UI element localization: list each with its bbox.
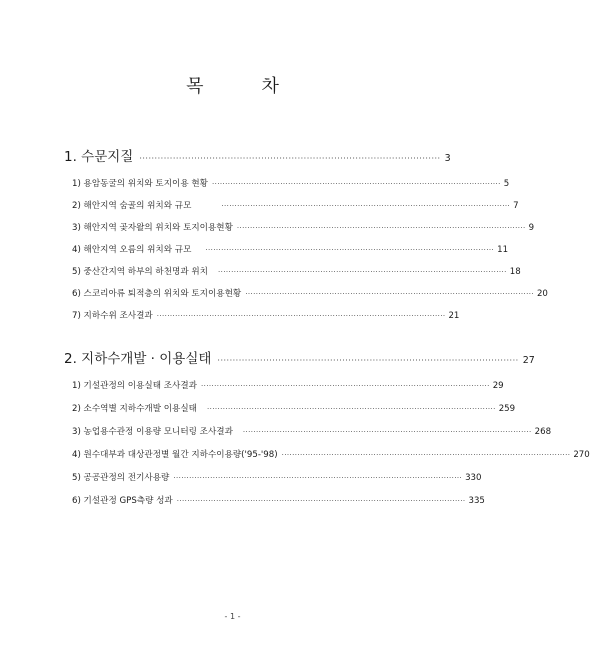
section-label: 1. 수문지질: [64, 149, 134, 165]
dot-leader: ··············································································································: [173, 474, 463, 482]
entry-page-number: 330: [465, 473, 482, 483]
entry-page-number: 5: [503, 179, 510, 189]
entry-label: 7) 지하수위 조사결과: [72, 311, 153, 321]
entry-page-number: 270: [573, 450, 590, 460]
dot-leader: ··············································································································: [211, 180, 501, 188]
section-page-number: 27: [522, 355, 535, 366]
toc-entry[interactable]: [72, 221, 535, 233]
page-number-footer: - 1 -: [224, 612, 241, 621]
toc-entry[interactable]: [72, 177, 510, 189]
entry-label: 3) 해안지역 곶자왈의 위치와 토지이용현황: [72, 223, 233, 233]
entry-label: 5) 중산간지역 하부의 하천명과 위치: [72, 267, 208, 277]
title-char-1: 목: [186, 76, 204, 97]
entry-label: 3) 농업용수관정 이용량 모니터링 조사결과: [72, 427, 233, 437]
toc-entry[interactable]: [72, 471, 482, 483]
entry-label: 6) 기설관정 GPS측량 성과: [72, 496, 173, 506]
dot-leader: ··············································································································: [242, 428, 532, 436]
section-label: 2. 지하수개발 · 이용실태: [64, 351, 212, 367]
toc-entry[interactable]: [72, 287, 548, 299]
section-heading-1[interactable]: [64, 145, 451, 165]
toc-entry[interactable]: [72, 425, 552, 437]
dot-leader: ··············································································································: [156, 312, 446, 320]
entry-page-number: 18: [509, 267, 521, 277]
dot-leader: ··············································································································: [221, 202, 511, 210]
page-title: [0, 72, 465, 98]
entry-label: 4) 원수대부과 대상관정별 월간 지하수이용량('95-'98): [72, 450, 278, 460]
section-heading-2[interactable]: [64, 347, 535, 367]
dot-leader: ···································································································: [217, 356, 519, 365]
toc-entry[interactable]: [72, 265, 521, 277]
entry-label: 1) 용암동굴의 위치와 토지이용 현황: [72, 179, 208, 189]
dot-leader: ··············································································································: [200, 382, 490, 390]
entry-page-number: 9: [528, 223, 535, 233]
entry-page-number: 335: [468, 496, 485, 506]
toc-entry[interactable]: [72, 402, 516, 414]
section-page-number: 3: [444, 153, 451, 164]
dot-leader: ··············································································································: [245, 290, 534, 298]
dot-leader: ··············································································································: [205, 246, 495, 254]
entry-page-number: 259: [498, 404, 516, 414]
dot-leader: ···································································································: [139, 154, 441, 163]
entry-page-number: 29: [492, 381, 504, 391]
toc-entry[interactable]: [72, 494, 485, 506]
toc-entry[interactable]: [72, 309, 460, 321]
entry-page-number: 7: [513, 201, 519, 211]
dot-leader: ··············································································································: [281, 451, 571, 459]
entry-label: 2) 해안지역 숨골의 위치와 규모: [72, 201, 192, 211]
entry-page-number: 268: [534, 427, 552, 437]
dot-leader: ··············································································································: [236, 224, 526, 232]
entry-page-number: 11: [497, 245, 509, 255]
dot-leader: ··············································································································: [176, 497, 466, 505]
toc-entry[interactable]: [72, 448, 590, 460]
toc-entry[interactable]: [72, 199, 519, 211]
entry-label: 4) 해안지역 오름의 위치와 규모: [72, 245, 192, 255]
entry-page-number: 21: [448, 311, 460, 321]
entry-label: 5) 공공관정의 전기사용량: [72, 473, 170, 483]
title-char-2: 차: [261, 76, 279, 97]
entry-page-number: 20: [536, 289, 548, 299]
toc-entry[interactable]: [72, 379, 504, 391]
dot-leader: ··············································································································: [206, 405, 496, 413]
entry-label: 1) 기설관정의 이용실태 조사결과: [72, 381, 197, 391]
entry-label: 2) 소수역별 지하수개발 이용실태: [72, 404, 197, 414]
dot-leader: ··············································································································: [217, 268, 507, 276]
toc-entry[interactable]: [72, 243, 509, 255]
entry-label: 6) 스코리아류 퇴적층의 위치와 토지이용현황: [72, 289, 242, 299]
